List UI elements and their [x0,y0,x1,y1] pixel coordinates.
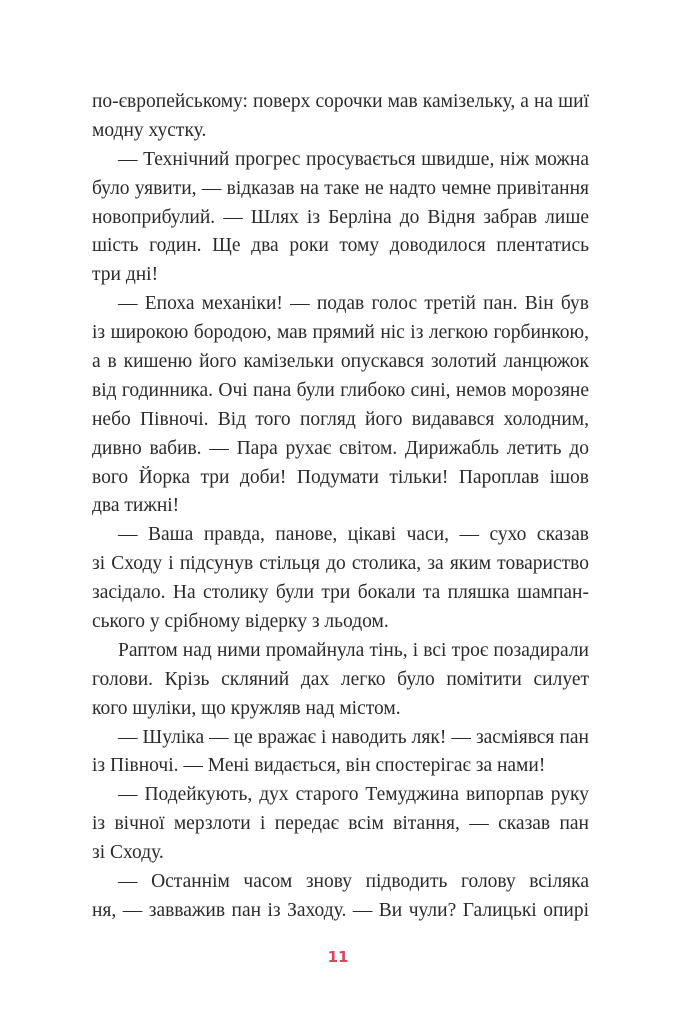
text-line: дивно вабив. — Пара рухає світом. Дирижабль летить до [92,437,589,459]
text-line: — Ваша правда, панове, цікаві часи, — сухо сказав [118,524,589,546]
text-line: зі Сходу. [92,842,164,864]
text-line: а в кишеню його камізельки опускався золотий ланцюжок [92,351,589,373]
text-line: — Шуліка — це вражає і наводить ляк! — засміявся пан [118,726,589,748]
text-line: вого Йорка три доби! Подумати тільки! Пароплав ішов [92,466,589,488]
text-line: зі Сходу і підсунув стільця до столика, за яким товариство [92,553,589,575]
text-line: — Подейкують, дух старого Темуджина випорпав руку [118,784,589,806]
text-line: ня, — завважив пан із Заходу. — Ви чули? Галицькі опирі [92,899,589,921]
text-line: Раптом над ними промайнула тінь, і всі троє позадирали [118,639,589,661]
text-line: два тижні! [92,495,180,517]
text-line: кого шуліки, що кружляв над містом. [92,697,401,719]
text-line: — Епоха механіки! — подав голос третій пан. Він був [118,293,589,315]
text-line: було уявити, — відказав на таке не надто чемне привітання [92,177,589,199]
text-line: — Останнім часом знову підводить голову всіляка [118,871,589,893]
text-line: три дні! [92,264,159,286]
text-line: новоприбулий. — Шлях із Берліна до Відня забрав лише [92,206,589,228]
page-number: 11 [327,948,349,966]
text-line: небо Півночі. Від того погляд його видавався холодним, [92,408,589,430]
text-line: по-європейському: поверх сорочки мав камізельку, а на шиї [92,91,589,112]
text-line: із широкою бородою, мав прямий ніс із легкою горбинкою, [92,322,589,344]
text-line: із Півночі. — Мені видається, він спостерігає за нами! [92,755,546,777]
text-line: засідало. На столику були три бокали та пляшка шампан- [92,582,589,604]
text-line: голови. Крізь скляний дах легко було помітити силует [92,668,589,690]
text-line: від годинника. Очі пана були глибоко сині, немов морозяне [92,379,589,401]
text-line: із вічної мерзлоти і передає всім вітання, — сказав пан [92,813,589,835]
text-line: модну хустку. [92,119,207,141]
body-text [92,88,589,926]
text-line: ського у срібному відерку з льодом. [92,611,389,633]
text-line: шість годин. Ще два роки тому доводилося плентатись [92,235,589,257]
text-line: — Технічний прогрес просувається швидше, ніж можна [118,148,589,170]
